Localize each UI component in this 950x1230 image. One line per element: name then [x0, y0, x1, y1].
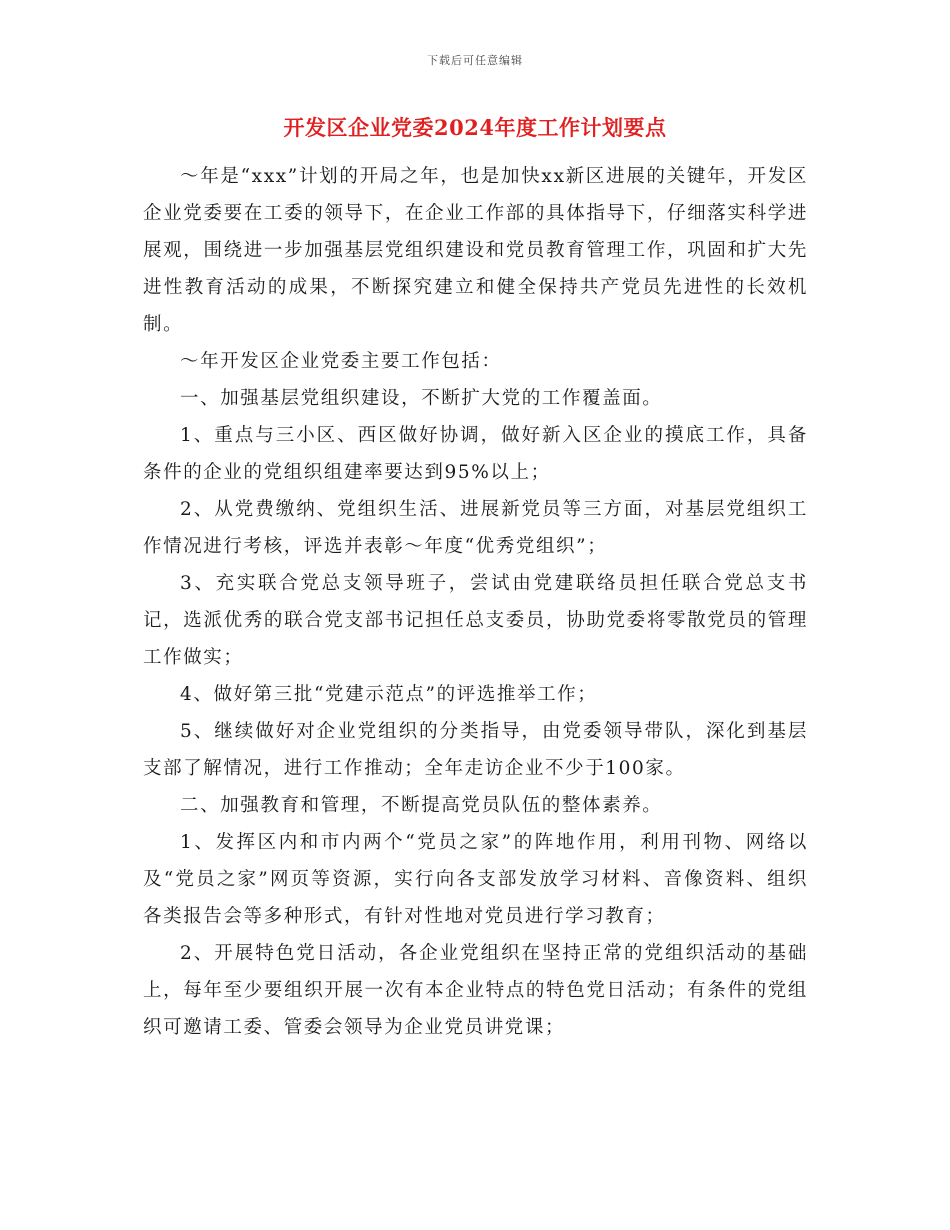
paragraph-intro: ～年是“xxx”计划的开局之年，也是加快xx新区进展的关键年，开发区企业党委要在工委的领导下，在企业工作部的具体指导下，仔细落实科学进展观，围绕进一步加强基层党组织建设和党员教育管理工作，巩固和扩大先进性教育活动的成果，不断探究建立和健全保持共产党员先进性的长效机制。 [143, 166, 808, 335]
section-heading-1: 一、加强基层党组织建设，不断扩大党的工作覆盖面。 [180, 388, 663, 409]
list-item: 1、重点与三小区、西区做好协调，做好新入区企业的摸底工作，具备条件的企业的党组织组建率要达到95%以上； [143, 425, 808, 483]
list-item: 4、做好第三批“党建示范点”的评选推举工作； [180, 684, 598, 705]
document-body [143, 158, 808, 1046]
document-title: 开发区企业党委2024年度工作计划要点 [283, 115, 667, 140]
list-item: 2、开展特色党日活动，各企业党组织在坚持正常的党组织活动的基础上，每年至少要组织开展一次有本企业特点的特色党日活动；有条件的党组织可邀请工委、管委会领导为企业党员讲党课； [143, 943, 808, 1038]
list-item: 2、从党费缴纳、党组织生活、进展新党员等三方面，对基层党组织工作情况进行考核，评选并表彰～年度“优秀党组织”； [143, 499, 808, 557]
section-heading-2: 二、加强教育和管理，不断提高党员队伍的整体素养。 [180, 795, 663, 816]
list-item: 5、继续做好对企业党组织的分类指导，由党委领导带队，深化到基层支部了解情况，进行工作推动；全年走访企业不少于100家。 [143, 721, 808, 779]
page-header-note: 下载后可任意编辑 [427, 54, 523, 67]
list-item: 1、发挥区内和市内两个“党员之家”的阵地作用，利用刊物、网络以及“党员之家”网页等资源，实行向各支部发放学习材料、音像资料、组织各类报告会等多种形式，有针对性地对党员进行学习教育； [143, 832, 808, 927]
paragraph-main-tasks: ～年开发区企业党委主要工作包括： [180, 351, 502, 372]
list-item: 3、充实联合党总支领导班子，尝试由党建联络员担任联合党总支书记，选派优秀的联合党支部书记担任总支委员，协助党委将零散党员的管理工作做实； [143, 573, 808, 668]
